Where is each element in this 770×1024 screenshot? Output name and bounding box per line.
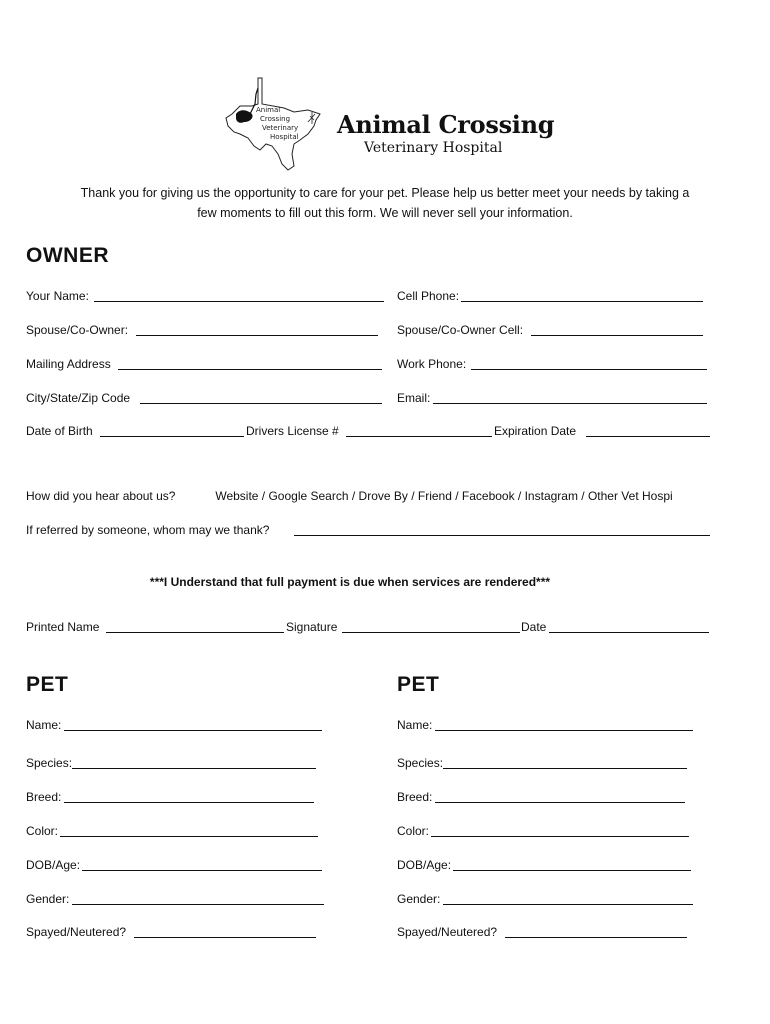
pet-2-dob-age-field[interactable] [397,858,691,874]
pet-2-gender-field[interactable] [397,892,693,908]
your-name-label: Your Name: [26,289,89,303]
pet-2-gender-label: Gender: [397,892,441,906]
how-did-you-hear-options[interactable]: Website / Google Search / Drove By / Friend / Facebook / Instagram / Other Vet Hospi [215,489,673,503]
your-name-field[interactable] [26,289,386,305]
expiration-date-field[interactable] [494,424,710,440]
pet-1-name-label: Name: [26,718,62,732]
pet-1-spayed-label: Spayed/Neutered? [26,925,127,939]
mailing-address-label: Mailing Address [26,357,111,371]
city-state-zip-field[interactable] [26,391,384,407]
signature-label: Signature [286,620,338,634]
pet-2-dob-age-label: DOB/Age: [397,858,452,872]
pet-2-species-field[interactable] [397,756,687,772]
signature-field[interactable] [286,620,520,636]
spouse-cell-field[interactable] [397,323,707,339]
owner-section-title: OWNER [26,244,109,267]
pet-1-gender-label: Gender: [26,892,70,906]
date-of-birth-field[interactable] [26,424,246,440]
pet-2-color-field[interactable] [397,824,689,840]
referred-by-field[interactable] [26,523,710,539]
printed-name-field[interactable] [26,620,284,636]
pet-2-species-label: Species: [397,756,444,770]
city-state-zip-label: City/State/Zip Code [26,391,131,405]
cell-phone-label: Cell Phone: [397,289,460,303]
svg-text:Veterinary: Veterinary [262,124,299,132]
pet-1-species-label: Species: [26,756,73,770]
expiration-date-label: Expiration Date [494,424,577,438]
spouse-field[interactable] [26,323,380,339]
svg-text:Hospital: Hospital [270,133,299,141]
pet-1-breed-label: Breed: [26,790,62,804]
email-label: Email: [397,391,431,405]
work-phone-label: Work Phone: [397,357,467,371]
brand-subtitle: Veterinary Hospital [364,140,503,156]
pet-1-color-field[interactable] [26,824,318,840]
date-of-birth-label: Date of Birth [26,424,93,438]
work-phone-field[interactable] [397,357,709,373]
pet-1-dob-age-label: DOB/Age: [26,858,81,872]
pet-2-color-label: Color: [397,824,430,838]
spouse-label: Spouse/Co-Owner: [26,323,129,337]
pet-1-species-field[interactable] [26,756,316,772]
pet-1-spayed-field[interactable] [26,925,316,941]
paw-sparkle-icon [308,112,315,124]
pet-2-name-field[interactable] [397,718,693,734]
pet-2-breed-label: Breed: [397,790,433,804]
svg-text:Crossing: Crossing [260,115,291,123]
dog-silhouette-icon [236,110,253,123]
pet-2-section-title: PET [397,673,440,696]
how-did-you-hear-label: How did you hear about us? [26,489,176,503]
texas-animal-logo [222,74,332,174]
pet-2-spayed-label: Spayed/Neutered? [397,925,498,939]
intro-text: Thank you for giving us the opportunity to care for your pet. Please help us better meet your needs by taking a few moments to fill out this form. We will never sell your information. [80,186,690,220]
svg-text:Animal: Animal [256,106,281,114]
spouse-cell-label: Spouse/Co-Owner Cell: [397,323,524,337]
pet-2-breed-field[interactable] [397,790,685,806]
pet-2-spayed-field[interactable] [397,925,687,941]
pet-1-breed-field[interactable] [26,790,314,806]
mailing-address-field[interactable] [26,357,384,373]
how-did-you-hear-row [26,489,710,503]
email-field[interactable] [397,391,709,407]
pet-1-color-label: Color: [26,824,59,838]
brand-name: Animal Crossing [337,110,555,139]
pet-1-section-title: PET [26,673,69,696]
payment-notice: ***I Understand that full payment is due when services are rendered*** [149,575,551,589]
printed-name-label: Printed Name [26,620,100,634]
date-label: Date [521,620,547,634]
date-field[interactable] [521,620,709,636]
drivers-license-field[interactable] [246,424,494,440]
cell-phone-field[interactable] [397,289,707,305]
drivers-license-label: Drivers License # [246,424,339,438]
pet-1-gender-field[interactable] [26,892,324,908]
referred-by-label: If referred by someone, whom may we thank? [26,523,270,537]
pet-1-name-field[interactable] [26,718,322,734]
pet-2-name-label: Name: [397,718,433,732]
pet-1-dob-age-field[interactable] [26,858,322,874]
